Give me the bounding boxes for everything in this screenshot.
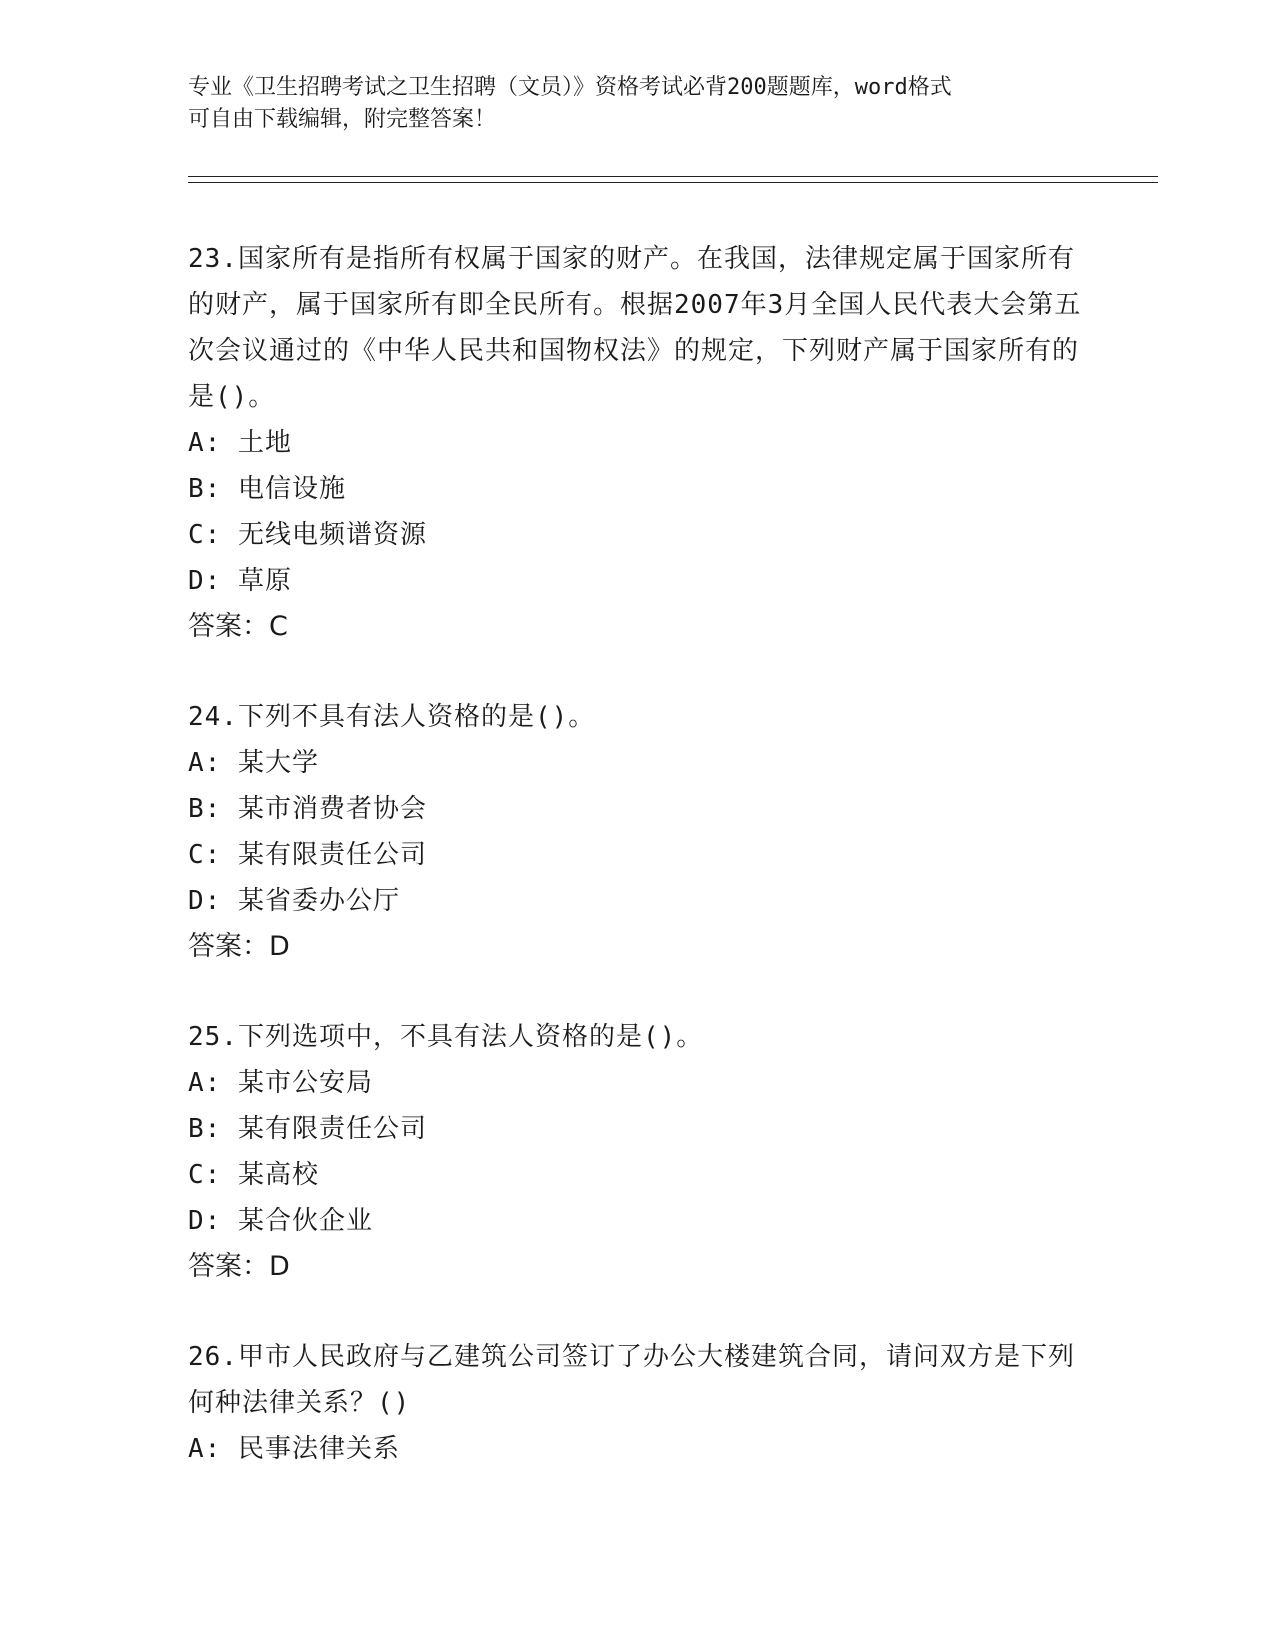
option-c: C: 某高校 <box>188 1160 319 1190</box>
header-line-1: 专业《卫生招聘考试之卫生招聘（文员）》资格考试必背200题题库，word格式 <box>188 75 952 100</box>
answer: 答案：D <box>188 1251 290 1282</box>
option-a: A: 土地 <box>188 428 292 458</box>
question-list <box>188 236 1088 1516</box>
answer: 答案：D <box>188 931 290 962</box>
question-text: 25.下列选项中，不具有法人资格的是()。 <box>188 1022 704 1052</box>
option-a: A: 民事法律关系 <box>188 1434 400 1464</box>
question-text: 26.甲市人民政府与乙建筑公司签订了办公大楼建筑合同，请问双方是下列何种法律关系？() <box>188 1342 1075 1418</box>
question-text: 24.下列不具有法人资格的是()。 <box>188 702 596 732</box>
option-d: D: 某合伙企业 <box>188 1206 373 1236</box>
header-line-2: 可自由下载编辑，附完整答案！ <box>188 107 497 132</box>
option-a: A: 某市公安局 <box>188 1068 373 1098</box>
answer: 答案：C <box>188 611 288 642</box>
option-b: B: 某有限责任公司 <box>188 1114 427 1144</box>
option-a: A: 某大学 <box>188 748 319 778</box>
option-c: C: 无线电频谱资源 <box>188 520 427 550</box>
question-26 <box>188 1334 1088 1472</box>
option-b: B: 某市消费者协会 <box>188 794 427 824</box>
header-rule-top <box>188 176 1158 177</box>
question-25 <box>188 1014 1088 1290</box>
option-b: B: 电信设施 <box>188 474 346 504</box>
option-d: D: 某省委办公厅 <box>188 886 400 916</box>
header-rule-bottom <box>188 182 1158 183</box>
option-c: C: 某有限责任公司 <box>188 840 427 870</box>
question-text: 23.国家所有是指所有权属于国家的财产。在我国，法律规定属于国家所有的财产，属于国家所有即全民所有。根据2007年3月全国人民代表大会第五次会议通过的《中华人民共和国物权法》的规定，下列财产属于国家所有的是()。 <box>188 244 1082 412</box>
option-d: D: 草原 <box>188 566 292 596</box>
question-23 <box>188 236 1088 650</box>
document-header <box>188 72 1088 136</box>
question-24 <box>188 694 1088 970</box>
